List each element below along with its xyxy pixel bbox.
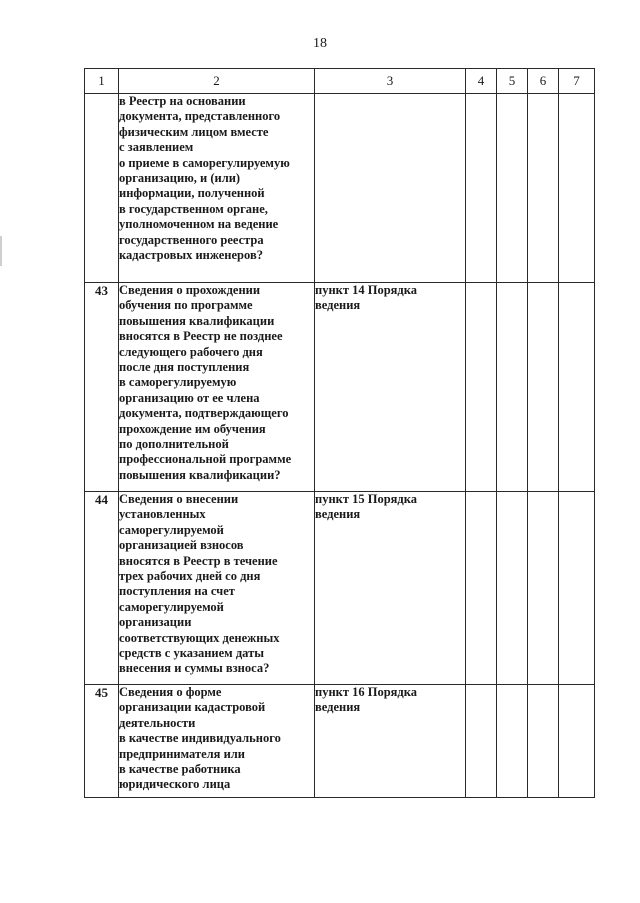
requirement-line: средств с указанием даты xyxy=(119,646,264,661)
answer-cell-col-6 xyxy=(528,283,559,492)
requirement-line: внесения и суммы взноса? xyxy=(119,661,270,676)
requirement-line: прохождение им обучения xyxy=(119,421,266,436)
requirement-text xyxy=(119,685,315,798)
checklist-table xyxy=(84,68,595,798)
answer-cell-col-7 xyxy=(559,94,595,283)
header-col-2: 2 xyxy=(119,69,315,94)
requirement-line: документа, представленного xyxy=(119,109,281,124)
answer-cell-col-5 xyxy=(497,685,528,798)
row-number: 44 xyxy=(85,492,119,685)
row-number xyxy=(85,94,119,283)
requirement-text xyxy=(119,94,315,283)
answer-cell-col-4 xyxy=(466,492,497,685)
requirement-line: государственного реестра xyxy=(119,232,264,247)
requirement-line: организацию, и (или) xyxy=(119,171,241,186)
header-col-6: 6 xyxy=(528,69,559,94)
requirement-line: документа, подтверждающего xyxy=(119,406,289,421)
header-col-4: 4 xyxy=(466,69,497,94)
requirement-line: информации, полученной xyxy=(119,186,265,201)
table-header-row xyxy=(85,69,595,94)
table-row xyxy=(85,685,595,798)
answer-cell-col-4 xyxy=(466,685,497,798)
requirement-line: уполномоченном на ведение xyxy=(119,217,279,232)
requirement-line: Сведения о прохождении xyxy=(119,283,261,297)
requirement-line: поступления на счет xyxy=(119,584,235,599)
requirement-line: саморегулируемой xyxy=(119,522,224,537)
table-row xyxy=(85,492,595,685)
table-row xyxy=(85,94,595,283)
reference-line: ведения xyxy=(315,700,361,715)
requirement-line: после дня поступления xyxy=(119,360,250,375)
answer-cell-col-6 xyxy=(528,685,559,798)
requirement-line: в саморегулируемую xyxy=(119,375,237,390)
header-col-5: 5 xyxy=(497,69,528,94)
requirement-line: предпринимателя или xyxy=(119,746,245,761)
requirement-line: установленных xyxy=(119,507,206,522)
answer-cell-col-5 xyxy=(497,94,528,283)
row-number: 43 xyxy=(85,283,119,492)
legal-reference xyxy=(315,492,466,685)
answer-cell-col-7 xyxy=(559,492,595,685)
requirement-line: следующего рабочего дня xyxy=(119,344,263,359)
answer-cell-col-6 xyxy=(528,94,559,283)
page-number: 18 xyxy=(313,36,327,51)
requirement-line: организацией взносов xyxy=(119,538,244,553)
requirement-line: саморегулируемой xyxy=(119,599,224,614)
reference-line: пункт 16 Порядка xyxy=(315,685,418,699)
reference-line: ведения xyxy=(315,298,361,313)
requirement-line: кадастровых инженеров? xyxy=(119,248,263,263)
requirement-text xyxy=(119,492,315,685)
row-number: 45 xyxy=(85,685,119,798)
requirement-line: соответствующих денежных xyxy=(119,630,280,645)
requirement-line: организацию от ее члена xyxy=(119,390,260,405)
requirement-line: повышения квалификации xyxy=(119,313,275,328)
requirement-line: трех рабочих дней со дня xyxy=(119,569,261,584)
requirement-line: о приеме в саморегулируемую xyxy=(119,155,290,170)
requirement-line: юридического лица xyxy=(119,777,231,792)
requirement-text xyxy=(119,283,315,492)
answer-cell-col-7 xyxy=(559,283,595,492)
requirement-line: в качестве работника xyxy=(119,762,241,777)
requirement-line: деятельности xyxy=(119,715,196,730)
legal-reference xyxy=(315,685,466,798)
requirement-line: организации xyxy=(119,615,192,630)
requirement-line: вносятся в Реестр не позднее xyxy=(119,329,283,344)
requirement-line: обучения по программе xyxy=(119,298,253,313)
requirement-line: Сведения о форме xyxy=(119,685,222,699)
requirement-line: в Реестр на основании xyxy=(119,94,246,108)
requirement-line: физическим лицом вместе xyxy=(119,124,269,139)
requirement-line: организации кадастровой xyxy=(119,700,266,715)
answer-cell-col-4 xyxy=(466,94,497,283)
requirement-line: в государственном органе, xyxy=(119,201,268,216)
reference-line: пункт 14 Порядка xyxy=(315,283,418,297)
requirement-line: с заявлением xyxy=(119,140,194,155)
requirement-line: Сведения о внесении xyxy=(119,492,239,506)
answer-cell-col-5 xyxy=(497,283,528,492)
header-col-7: 7 xyxy=(559,69,595,94)
requirement-line: вносятся в Реестр в течение xyxy=(119,553,278,568)
requirement-line: в качестве индивидуального xyxy=(119,731,281,746)
reference-line: ведения xyxy=(315,507,361,522)
header-col-1: 1 xyxy=(85,69,119,94)
header-col-3: 3 xyxy=(315,69,466,94)
answer-cell-col-6 xyxy=(528,492,559,685)
legal-reference xyxy=(315,283,466,492)
requirement-line: повышения квалификации? xyxy=(119,467,281,482)
scan-margin-mark xyxy=(0,236,2,266)
reference-line: пункт 15 Порядка xyxy=(315,492,418,506)
requirement-line: профессиональной программе xyxy=(119,452,292,467)
answer-cell-col-4 xyxy=(466,283,497,492)
requirement-line: по дополнительной xyxy=(119,437,229,452)
answer-cell-col-5 xyxy=(497,492,528,685)
table-row xyxy=(85,283,595,492)
legal-reference xyxy=(315,94,466,283)
answer-cell-col-7 xyxy=(559,685,595,798)
